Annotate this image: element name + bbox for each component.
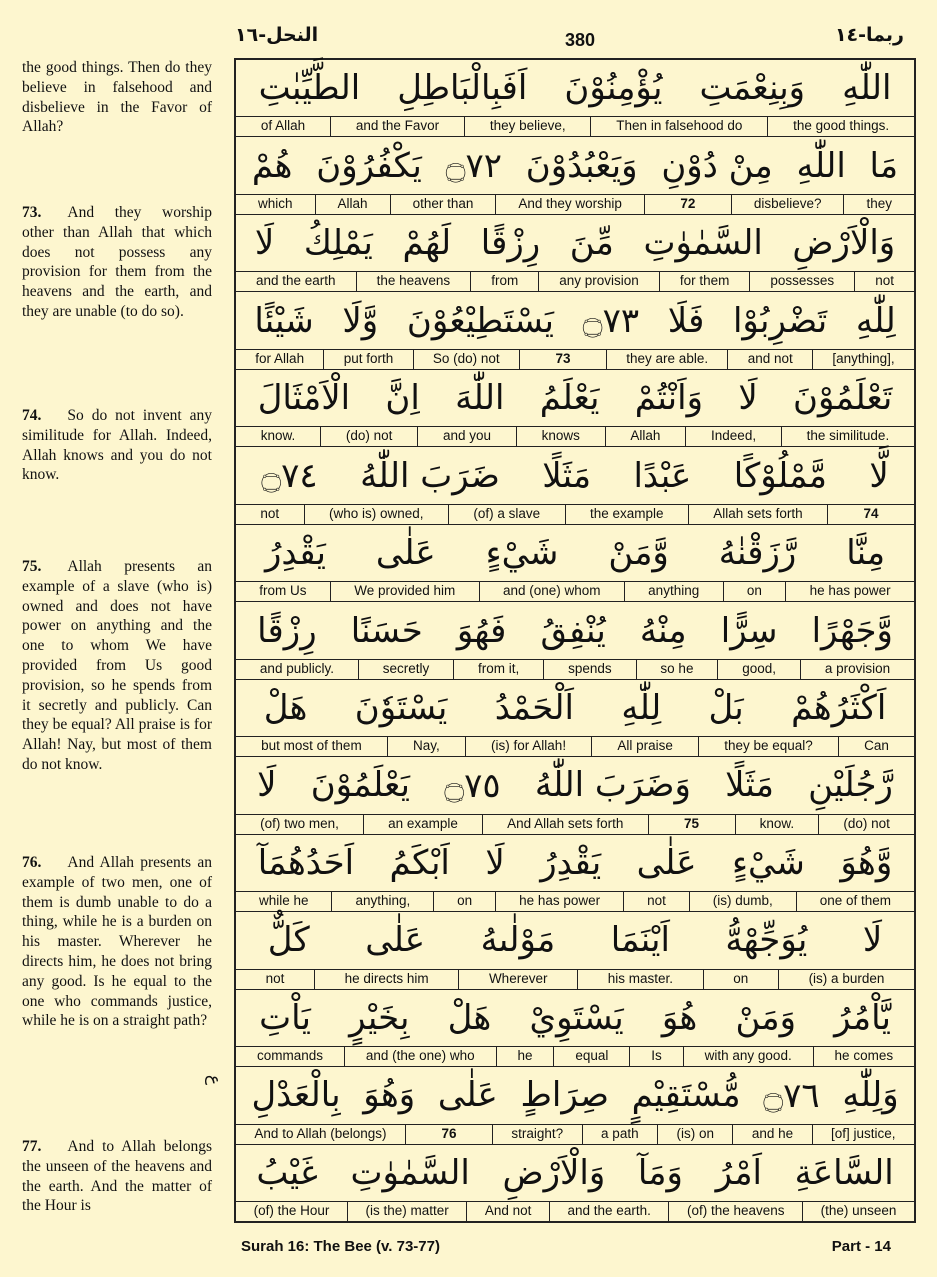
arabic-word: لِلّٰهِ — [621, 687, 662, 728]
arabic-word: يَعْلَمُ — [539, 378, 600, 419]
arabic-word: لَا — [738, 378, 758, 419]
arabic-word: مَا — [869, 145, 899, 186]
english-gloss: not — [854, 272, 914, 291]
arabic-word: الْاَمْثَالَ — [257, 378, 351, 419]
english-gloss: the good things. — [767, 117, 914, 136]
english-gloss: straight? — [492, 1125, 582, 1144]
english-gloss-line — [236, 1124, 914, 1144]
english-gloss-line — [236, 1201, 914, 1221]
english-gloss: they are able. — [606, 350, 727, 369]
english-gloss: (is the) matter — [347, 1202, 466, 1221]
english-gloss: knows — [516, 427, 605, 446]
english-gloss: equal — [553, 1047, 629, 1066]
arabic-word: يُوَجِّهْهُّ — [725, 920, 808, 961]
verse-translation — [22, 557, 212, 775]
verse-number: 75. — [22, 558, 42, 575]
verse-text: And they worship other than Allah that which does not possess any provision for them from the heavens and the earth, and they are unable (to do so). — [22, 204, 212, 320]
english-gloss-line — [236, 271, 914, 291]
english-gloss: Wherever — [458, 970, 577, 989]
arabic-word: يَّاْمُرُ — [834, 997, 891, 1038]
arabic-word: عَبْدًا — [633, 455, 692, 496]
arabic-word: مَّمْلُوْكًا — [733, 455, 827, 496]
arabic-word: مِنْ دُوْنِ — [661, 145, 773, 186]
verse-translation — [22, 1137, 212, 1216]
arabic-word: السَّاعَةِ — [794, 1152, 894, 1193]
arabic-word: يَقْدِرُ — [540, 842, 602, 883]
grid-row — [236, 757, 914, 834]
english-gloss: possesses — [749, 272, 854, 291]
arabic-word: فَهُوَ — [456, 610, 507, 651]
english-gloss: And they worship — [495, 195, 644, 214]
english-gloss: and (one) whom — [479, 582, 624, 601]
english-gloss: anything, — [331, 892, 433, 911]
english-gloss: (the) unseen — [802, 1202, 914, 1221]
verse-text: the good things. Then do they believe in falsehood and disbelieve in the Favor of Allah? — [22, 59, 212, 136]
grid-row — [236, 602, 914, 679]
arabic-word: وَّهُوَ — [840, 842, 893, 883]
english-gloss: any provision — [538, 272, 659, 291]
verse-number-cell: 72 — [644, 195, 731, 214]
english-gloss: (do) not — [818, 815, 914, 834]
english-gloss: while he — [258, 893, 309, 909]
english-gloss: they be equal? — [698, 737, 838, 756]
arabic-word: شَيْءٍ — [485, 533, 559, 574]
english-gloss: from it, — [453, 660, 543, 679]
english-gloss: they — [843, 195, 914, 214]
english-gloss: Then in falsehood do — [590, 117, 767, 136]
arabic-word: رِزْقًا — [480, 223, 541, 264]
page-number: 380 — [564, 30, 596, 50]
arabic-line — [236, 447, 914, 503]
english-gloss: We provided him — [330, 582, 479, 601]
arabic-line — [236, 835, 914, 891]
arabic-word: مَوْلٰىهُ — [480, 920, 556, 961]
english-gloss: (is) dumb, — [689, 892, 796, 911]
arabic-line — [236, 757, 914, 813]
arabic-word: بِخَيْرٍ — [349, 997, 410, 1038]
arabic-word: وَّجَهْرًا — [811, 610, 893, 651]
english-gloss: and the earth — [256, 273, 336, 289]
arabic-word: صِرَاطٍ — [520, 1075, 609, 1116]
english-gloss: (who is) owned, — [304, 505, 448, 524]
arabic-word: هَلْ — [263, 687, 308, 728]
arabic-word: وَّلَا — [342, 300, 379, 341]
arabic-line — [236, 60, 914, 116]
english-gloss: (do) not — [320, 427, 417, 446]
arabic-word: اللّٰهَ — [455, 378, 505, 419]
english-gloss-line — [236, 116, 914, 136]
grid-row — [236, 525, 914, 602]
arabic-word: لَا — [257, 765, 277, 806]
arabic-word: فَلَا — [667, 300, 705, 341]
ruku-mark: ع — [204, 1074, 225, 1086]
arabic-word: ۝٧٦ — [763, 1075, 820, 1116]
english-gloss-line — [236, 504, 914, 524]
english-gloss: Allah — [605, 427, 686, 446]
english-gloss: but most of them — [261, 738, 362, 754]
english-gloss: disbelieve? — [731, 195, 844, 214]
english-gloss: So (do) not — [413, 350, 519, 369]
verse-translation — [22, 406, 212, 485]
english-gloss: on — [433, 892, 495, 911]
verse-number: 76. — [22, 854, 42, 871]
english-gloss: he comes — [813, 1047, 914, 1066]
grid-row — [236, 1145, 914, 1221]
english-gloss: a provision — [800, 660, 914, 679]
verse-number-cell: 75 — [648, 815, 735, 834]
english-gloss: put forth — [323, 350, 412, 369]
arabic-line — [236, 1067, 914, 1123]
english-gloss: Allah — [315, 195, 390, 214]
english-gloss: he has power — [785, 582, 914, 601]
arabic-word: وَاَنْتُمْ — [634, 378, 704, 419]
arabic-word: اَكْثَرُهُمْ — [791, 687, 887, 728]
english-gloss: for Allah — [255, 350, 305, 366]
arabic-line — [236, 525, 914, 581]
arabic-word: وَبِنِعْمَتِ — [699, 68, 806, 109]
grid-row — [236, 447, 914, 524]
english-gloss: from — [470, 272, 538, 291]
english-gloss-line — [236, 1046, 914, 1066]
arabic-word: بَلْ — [708, 687, 744, 728]
surah-name-arabic: النحل-١٦ — [235, 24, 319, 46]
english-gloss: an example — [363, 815, 482, 834]
english-gloss: (is) a burden — [778, 970, 914, 989]
arabic-word: اَلْحَمْدُ — [494, 687, 574, 728]
arabic-word: يَكْفُرُوْنَ — [316, 145, 422, 186]
grid-row — [236, 912, 914, 989]
arabic-word: اَفَبِالْبَاطِلِ — [397, 68, 528, 109]
arabic-word: لَا — [485, 842, 505, 883]
english-gloss: the similitude. — [781, 427, 914, 446]
arabic-word: وَمَآ — [637, 1152, 683, 1193]
english-gloss: a path — [582, 1125, 657, 1144]
arabic-line — [236, 990, 914, 1046]
verse-text: Allah presents an example of a slave (who is) owned and does not have power on anything and the one to whom We have provided from Us good provision, so he spends from it secretly and publicly. Can they be equal? All praise is for Allah! Nay, but most of them do not know. — [22, 558, 212, 773]
arabic-word: مَثَلًا — [542, 455, 592, 496]
arabic-line — [236, 912, 914, 968]
arabic-word: وَلِلّٰهِ — [842, 1075, 899, 1116]
english-gloss: Indeed, — [685, 427, 781, 446]
arabic-word: سِرًّا — [720, 610, 778, 651]
arabic-word: تَضْرِبُوْا — [732, 300, 828, 341]
english-gloss: of Allah — [260, 118, 306, 134]
english-gloss-line — [236, 736, 914, 756]
english-gloss-line — [236, 581, 914, 601]
arabic-word: وَضَرَبَ اللّٰهُ — [534, 765, 691, 806]
verse-number-cell: 73 — [519, 350, 606, 369]
arabic-word: اَيْنَمَا — [610, 920, 670, 961]
arabic-word: رَّزَقْنٰهُ — [718, 533, 797, 574]
arabic-word: لَّا — [869, 455, 889, 496]
part-footer: Part - 14 — [831, 1238, 891, 1255]
english-gloss: [of] justice, — [812, 1125, 914, 1144]
english-gloss-line — [236, 426, 914, 446]
arabic-word: يَعْلَمُوْنَ — [310, 765, 411, 806]
english-gloss: he — [496, 1047, 554, 1066]
arabic-word: ۝٧٣ — [582, 301, 640, 342]
arabic-line — [236, 602, 914, 658]
arabic-word: لَا — [862, 920, 883, 961]
english-gloss: and the Favor — [330, 117, 464, 136]
verse-translation — [22, 58, 212, 137]
english-gloss: and publicly. — [259, 660, 334, 676]
english-gloss: the example — [565, 505, 688, 524]
grid-row — [236, 370, 914, 447]
arabic-line — [236, 137, 914, 193]
arabic-word: اِنَّ — [385, 378, 420, 419]
english-gloss: secretly — [358, 660, 453, 679]
arabic-word: عَلٰى — [375, 533, 436, 574]
arabic-word: شَيْءٍ — [732, 842, 805, 883]
arabic-word: عَلٰى — [636, 842, 697, 883]
english-gloss-line — [236, 659, 914, 679]
english-gloss: which — [258, 195, 293, 211]
english-gloss: and you — [417, 427, 516, 446]
english-gloss: spends — [543, 660, 635, 679]
english-gloss-line — [236, 349, 914, 369]
arabic-word: مِنْهُ — [639, 610, 687, 651]
arabic-line — [236, 292, 914, 348]
english-gloss: good, — [717, 660, 800, 679]
arabic-word: وَمَنْ — [735, 997, 796, 1038]
english-gloss-line — [236, 814, 914, 834]
english-gloss: anything — [624, 582, 723, 601]
english-gloss: from Us — [259, 583, 307, 599]
english-gloss: on — [703, 970, 778, 989]
arabic-word: عَلٰى — [365, 920, 426, 961]
english-gloss: (is) on — [657, 1125, 732, 1144]
grid-row — [236, 292, 914, 369]
arabic-word: ضَرَبَ اللّٰهُ — [360, 455, 500, 496]
arabic-word: لَهُمْ — [402, 223, 452, 264]
grid-row — [236, 60, 914, 137]
grid-row — [236, 990, 914, 1067]
arabic-line — [236, 680, 914, 736]
verse-translation — [22, 203, 212, 322]
english-gloss: (is) for Allah! — [465, 737, 591, 756]
arabic-word: هَلْ — [447, 997, 492, 1038]
english-gloss: not — [260, 505, 280, 521]
english-gloss: on — [723, 582, 786, 601]
arabic-word: وَهُوَ — [363, 1075, 416, 1116]
arabic-word: غَيْبُ — [256, 1152, 318, 1193]
arabic-word: يَاْتِ — [259, 997, 311, 1038]
grid-row — [236, 1067, 914, 1144]
arabic-line — [236, 215, 914, 271]
english-gloss-line — [236, 194, 914, 214]
english-gloss: And to Allah (belongs) — [254, 1125, 387, 1141]
english-gloss: know. — [735, 815, 819, 834]
arabic-word: اَمْرُ — [715, 1152, 762, 1193]
english-gloss: Can — [838, 737, 914, 756]
english-gloss: he directs him — [314, 970, 458, 989]
arabic-line — [236, 370, 914, 426]
verse-number: 77. — [22, 1138, 42, 1155]
surah-footer: Surah 16: The Bee (v. 73-77) — [241, 1238, 440, 1255]
arabic-word: السَّمٰوٰتِ — [350, 1152, 470, 1193]
part-name-arabic: ربما-١٤ — [834, 24, 904, 46]
arabic-word: مِّنَ — [569, 223, 614, 264]
english-gloss: And Allah sets forth — [482, 815, 648, 834]
arabic-word: وَالْاَرْضِ — [502, 1152, 606, 1193]
english-gloss: and (the one) who — [344, 1047, 496, 1066]
english-gloss: (of) the heavens — [668, 1202, 802, 1221]
arabic-word: يَسْتَطِيْعُوْنَ — [406, 300, 555, 341]
arabic-word: كَلٌّ — [267, 920, 310, 961]
arabic-word: مَثَلًا — [725, 765, 774, 806]
arabic-word: وَّمَنْ — [608, 533, 669, 574]
arabic-word: يَسْتَوِيْ — [529, 997, 624, 1038]
arabic-word: هُوَ — [661, 997, 698, 1038]
english-gloss: know. — [260, 428, 296, 444]
arabic-word: رِزْقًا — [257, 610, 317, 651]
arabic-word: حَسَنًا — [350, 610, 423, 651]
english-gloss: with any good. — [683, 1047, 813, 1066]
arabic-word: يَقْدِرُ — [265, 533, 326, 574]
english-gloss: one of them — [796, 892, 914, 911]
english-gloss: and he — [732, 1125, 811, 1144]
english-gloss: Allah sets forth — [688, 505, 827, 524]
english-gloss: (of) a slave — [448, 505, 565, 524]
grid-row — [236, 137, 914, 214]
arabic-word: اللّٰهِ — [796, 145, 846, 186]
english-gloss: his master. — [577, 970, 703, 989]
grid-row — [236, 680, 914, 757]
arabic-word: اَحَدُهُمَآ — [257, 842, 355, 883]
arabic-word: ۝٧٤ — [261, 456, 318, 497]
arabic-word: هُمْ — [251, 145, 293, 186]
verse-text: And Allah presents an example of two men, one of them is dumb unable to do a thing, while he is a burden on his master. Wherever he directs him, he does not bring any good. Is he equal to the one who commands justice, while he is on a straight path? — [22, 854, 212, 1030]
arabic-word: وَالْاَرْضِ — [792, 223, 896, 264]
arabic-word: يُنْفِقُ — [540, 610, 606, 651]
arabic-line — [236, 1145, 914, 1201]
english-gloss: commands — [256, 1048, 323, 1064]
english-gloss: And not — [466, 1202, 549, 1221]
english-gloss: Is — [629, 1047, 682, 1066]
arabic-word: السَّمٰوٰتِ — [643, 223, 763, 264]
arabic-word: رَّجُلَيْنِ — [808, 765, 893, 806]
arabic-word: لِلّٰهِ — [855, 300, 896, 341]
english-gloss: not — [623, 892, 689, 911]
arabic-word: شَيْئًا — [254, 300, 314, 341]
verse-number: 73. — [22, 204, 42, 221]
verse-text: So do not invent any similitude for Allah. Indeed, Allah knows and you do not know. — [22, 407, 212, 484]
verse-translation — [22, 853, 212, 1031]
verse-number-cell: 76 — [405, 1125, 492, 1144]
english-gloss: they believe, — [464, 117, 590, 136]
english-gloss: so he — [636, 660, 718, 679]
arabic-word: ۝٧٥ — [444, 765, 501, 806]
arabic-word: يَسْتَوٗنَ — [354, 687, 448, 728]
english-gloss: he has power — [495, 892, 623, 911]
verse-text: And to Allah belongs the unseen of the heavens and the earth. And the matter of the Hour is — [22, 1138, 212, 1215]
english-gloss: and not — [727, 350, 812, 369]
english-gloss: and the earth. — [549, 1202, 668, 1221]
english-gloss: for them — [659, 272, 750, 291]
english-gloss: [anything], — [812, 350, 914, 369]
arabic-word: الطَّيِّبٰتِ — [258, 68, 361, 109]
arabic-word: وَيَعْبُدُوْنَ — [525, 145, 638, 186]
english-gloss: not — [265, 970, 285, 986]
english-gloss: Nay, — [387, 737, 465, 756]
arabic-word: اَبْكَمُ — [389, 842, 450, 883]
word-by-word-grid — [234, 58, 916, 1223]
arabic-word: لَا — [254, 223, 275, 264]
english-gloss: (of) the Hour — [253, 1203, 330, 1219]
verse-number-cell: 74 — [827, 505, 914, 524]
arabic-word: بِالْعَدْلِ — [251, 1075, 341, 1116]
english-gloss-line — [236, 891, 914, 911]
english-gloss-line — [236, 969, 914, 989]
english-gloss: other than — [390, 195, 496, 214]
arabic-word: ۝٧٢ — [445, 146, 503, 187]
verse-number: 74. — [22, 407, 42, 424]
english-gloss: All praise — [591, 737, 698, 756]
arabic-word: تَعْلَمُوْنَ — [793, 378, 893, 419]
arabic-word: عَلٰى — [437, 1075, 498, 1116]
arabic-word: اللّٰهِ — [842, 68, 892, 109]
english-gloss: the heavens — [356, 272, 471, 291]
arabic-word: مِنَّا — [846, 533, 886, 574]
arabic-word: يَمْلِكُ — [303, 223, 373, 264]
grid-row — [236, 835, 914, 912]
arabic-word: مُّسْتَقِيْمٍ — [631, 1075, 741, 1116]
arabic-word: يُؤْمِنُوْنَ — [564, 68, 663, 109]
english-gloss: (of) two men, — [260, 815, 339, 831]
grid-row — [236, 215, 914, 292]
